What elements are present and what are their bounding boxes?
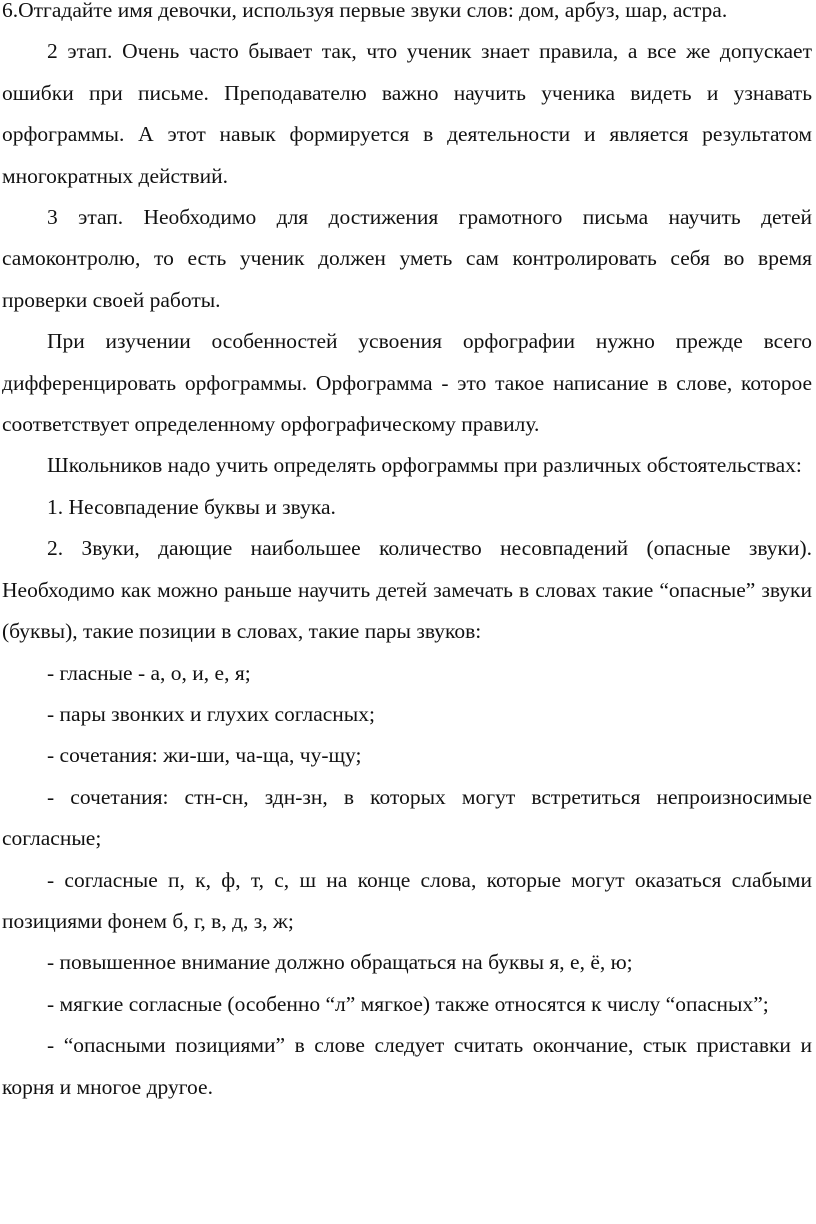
task-6-paragraph: 6.Отгадайте имя девочки, используя первые звуки слов: дом, арбуз, шар, астра. bbox=[2, 0, 728, 22]
bullet-dangerous-positions: - “опасными позициями” в слове следует считать окончание, стык приставки и корня и многое другое. bbox=[2, 1033, 812, 1099]
bullet-combinations-1: - сочетания: жи-ши, ча-ща, чу-щу; bbox=[47, 743, 362, 768]
bullet-soft-consonants: - мягкие согласные (особенно “л” мягкое) также относятся к числу “опасных”; bbox=[47, 991, 769, 1016]
stage-2-paragraph: 2 этап. Очень часто бывает так, что ученик знает правила, а все же допускает ошибки при письме. Преподавателю важно научить ученика видеть и узнавать орфограммы. А этот навык формируется в деятельности и является результатом многократных действий. bbox=[2, 39, 812, 188]
stage-3-paragraph: 3 этап. Необходимо для достижения грамотного письма научить детей самоконтролю, то есть ученик должен уметь сам контролировать себя во время проверки своей работы. bbox=[2, 205, 812, 312]
orthography-paragraph: При изучении особенностей усвоения орфографии нужно прежде всего дифференцировать орфограммы. Орфограмма - это такое написание в слове, которое соответствует определенному орфографическому правилу. bbox=[2, 329, 812, 437]
list-item-2: 2. Звуки, дающие наибольшее количество несовпадений (опасные звуки). Необходимо как можно раньше научить детей замечать в словах такие “опасные” звуки (буквы), такие позиции в словах, такие пары звуков: bbox=[2, 536, 812, 644]
circumstances-paragraph: Школьников надо учить определять орфограммы при различных обстоятельствах: bbox=[47, 453, 802, 478]
bullet-letters-attention: - повышенное внимание должно обращаться на буквы я, е, ё, ю; bbox=[47, 950, 633, 975]
bullet-final-consonants: - согласные п, к, ф, т, с, ш на конце слова, которые могут оказаться слабыми позициями фонем б, г, в, д, з, ж; bbox=[2, 867, 812, 933]
bullet-combinations-2: - сочетания: стн-сн, здн-зн, в которых могут встретиться непроизносимые согласные; bbox=[2, 784, 812, 851]
bullet-consonant-pairs: - пары звонких и глухих согласных; bbox=[47, 701, 375, 726]
list-item-1: 1. Несовпадение буквы и звука. bbox=[47, 494, 336, 519]
bullet-vowels: - гласные - а, о, и, е, я; bbox=[47, 660, 251, 685]
